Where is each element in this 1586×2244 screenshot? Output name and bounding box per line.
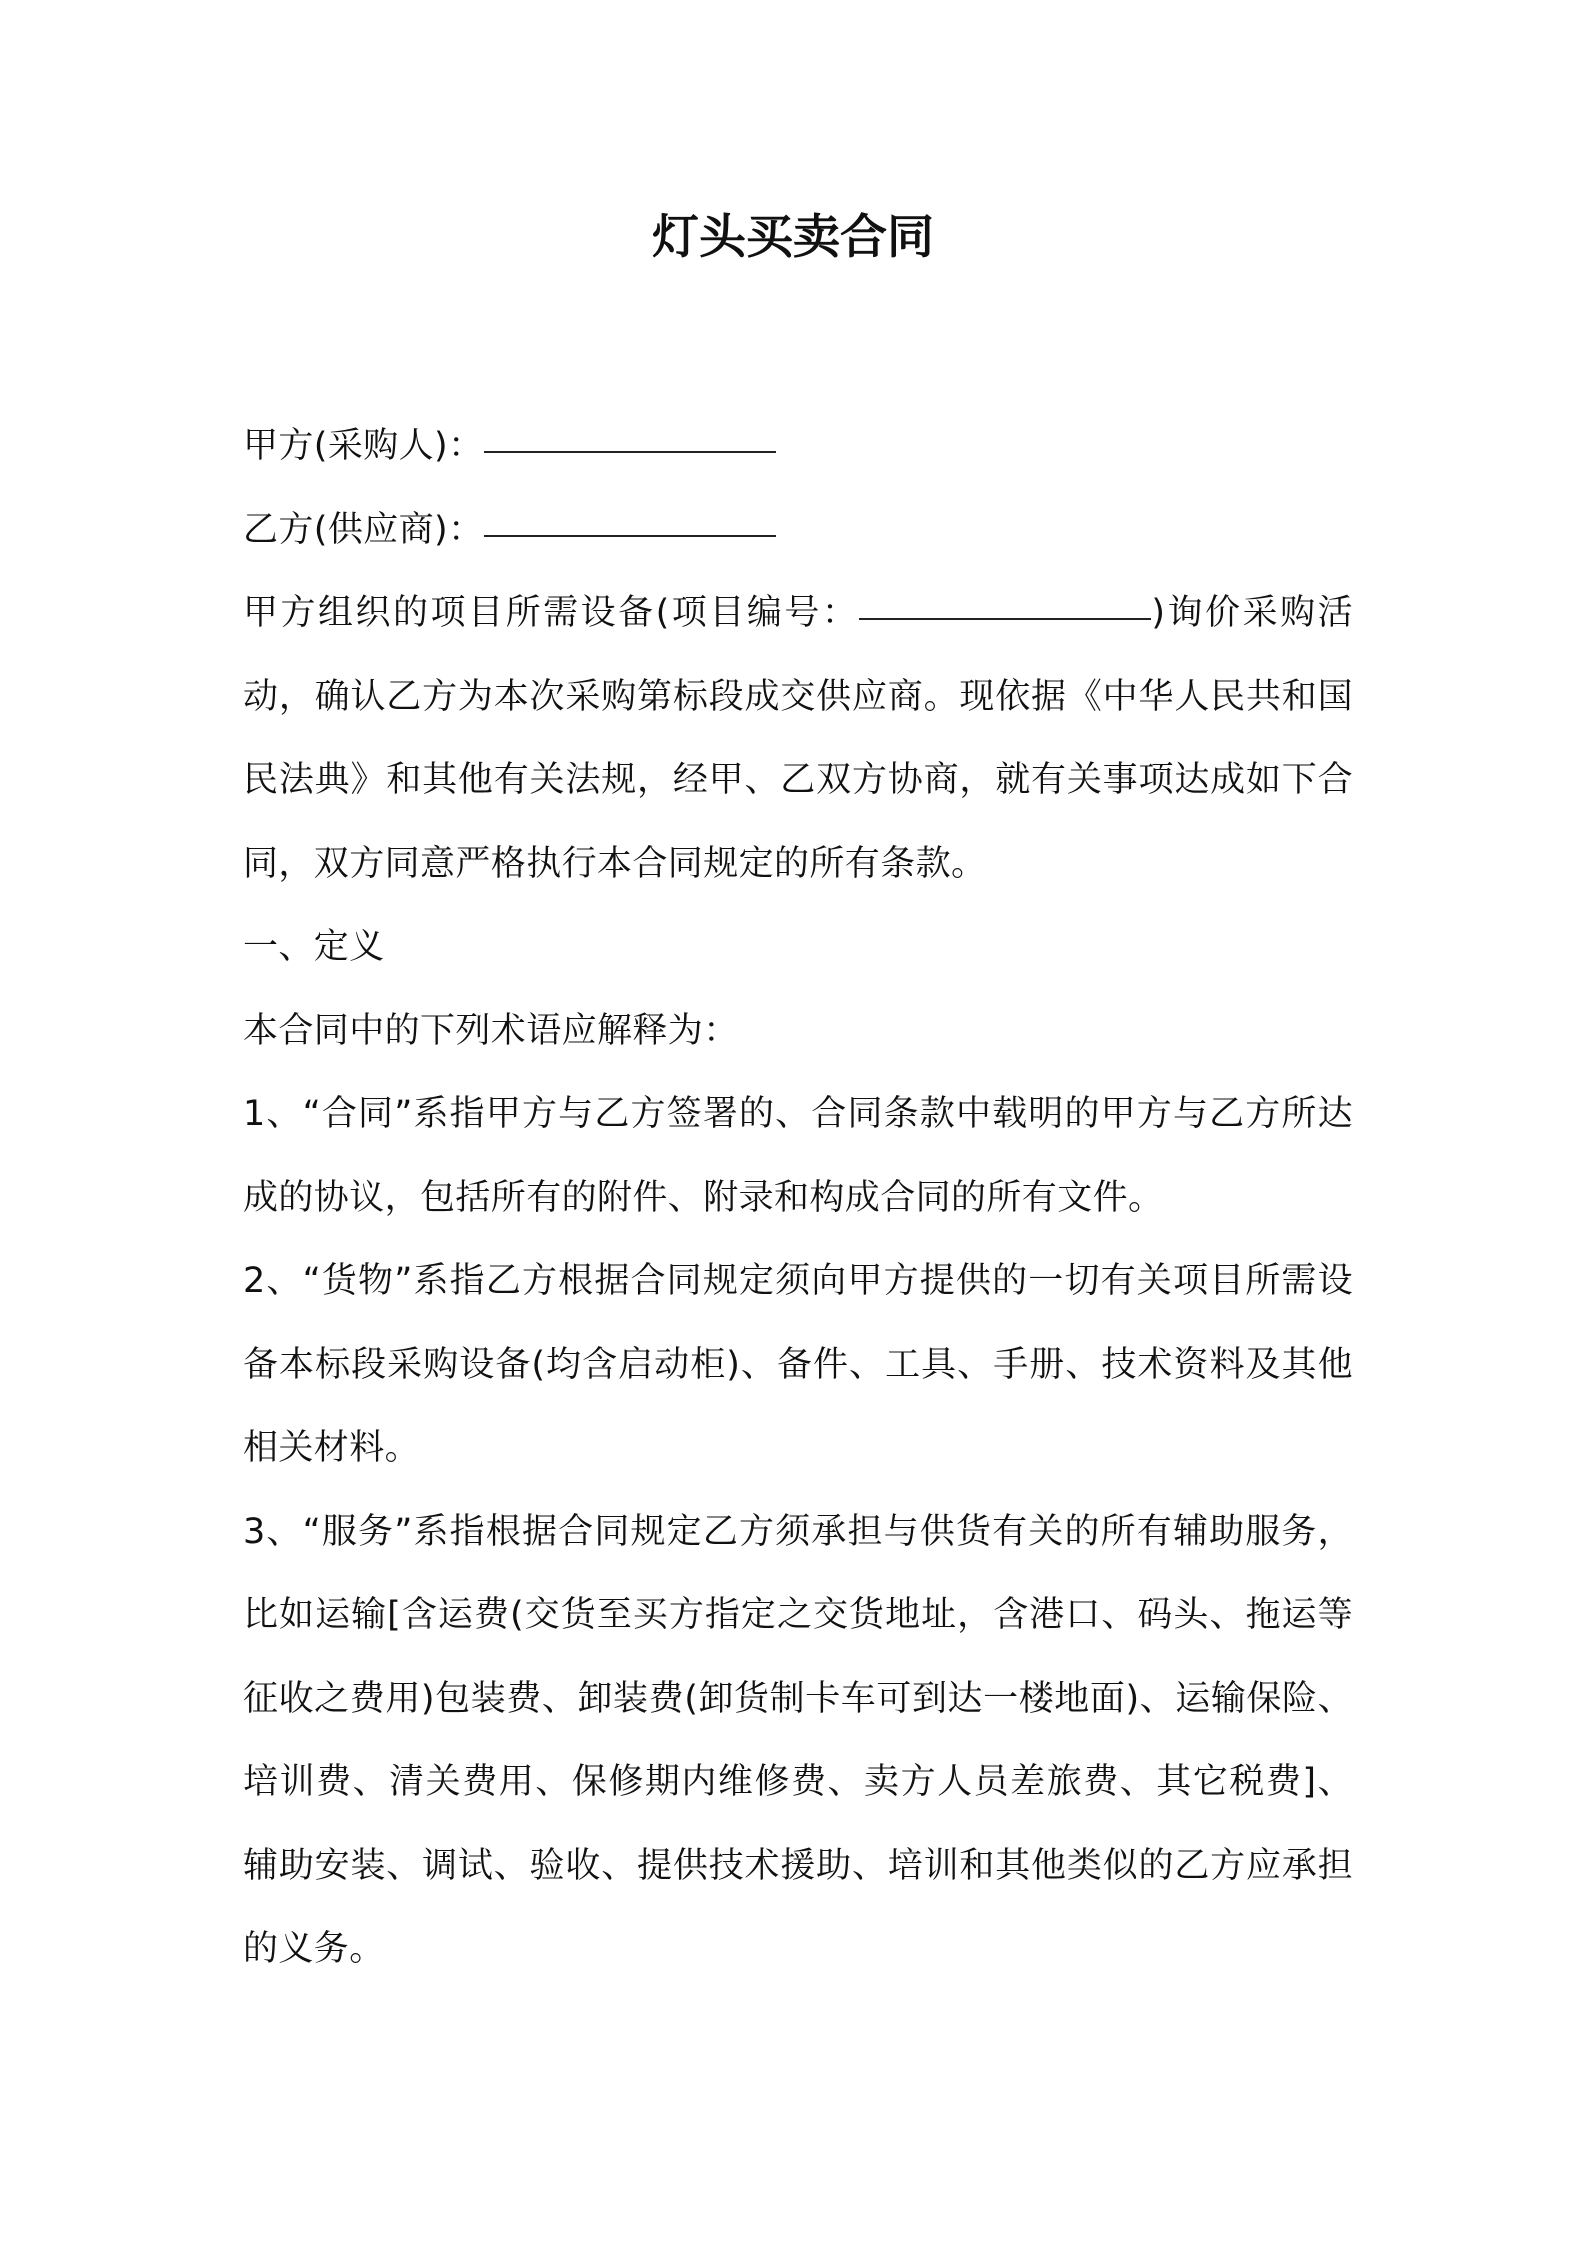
party-b-line bbox=[243, 489, 1353, 573]
party-a-blank bbox=[484, 405, 776, 465]
definitions-intro: 本合同中的下列术语应解释为： bbox=[243, 1010, 739, 1051]
party-a-line bbox=[243, 405, 1353, 489]
document-title: 灯头买卖合同 bbox=[652, 210, 934, 265]
party-b-blank bbox=[484, 489, 776, 549]
project-number-blank bbox=[859, 572, 1151, 632]
clause-3: 3、“服务”系指根据合同规定乙方须承担与供货有关的所有辅助服务，比如运输[含运费(交货至买方指定之交货地址，含港口、码头、拖运等征收之费用)包装费、卸装费(卸货制卡车可到达一楼地面)、运输保险、培训费、清关费用、保修期内维修费、卖方人员差旅费、其它税费]、辅助安装、调试、验收、提供技术援助、培训和其他类似的乙方应承担的义务。 bbox=[243, 1511, 1353, 1969]
section1-heading: 一、定义 bbox=[243, 927, 385, 967]
party-b-label: 乙方(供应商)： bbox=[243, 509, 484, 550]
party-a-label: 甲方(采购人)： bbox=[243, 426, 484, 466]
intro-paragraph bbox=[243, 572, 1353, 906]
clause-1: 1、“合同”系指甲方与乙方签署的、合同条款中载明的甲方与乙方所达成的协议，包括所有的附件、附录和构成合同的所有文件。 bbox=[243, 1094, 1353, 1218]
clause-2: 2、“货物”系指乙方根据合同规定须向甲方提供的一切有关项目所需设备本标段采购设备(均含启动柜)、备件、工具、手册、技术资料及其他相关材料。 bbox=[243, 1261, 1353, 1468]
intro-after: )询价采购活动，确认乙方为本次采购第标段成交供应商。现依据《中华人民共和国民法典》和其他有关法规，经甲、乙双方协商，就有关事项达成如下合同，双方同意严格执行本合同规定的所有条款。 bbox=[243, 593, 1353, 884]
document-body bbox=[243, 405, 1353, 1992]
intro-before: 甲方组织的项目所需设备(项目编号： bbox=[243, 593, 860, 633]
